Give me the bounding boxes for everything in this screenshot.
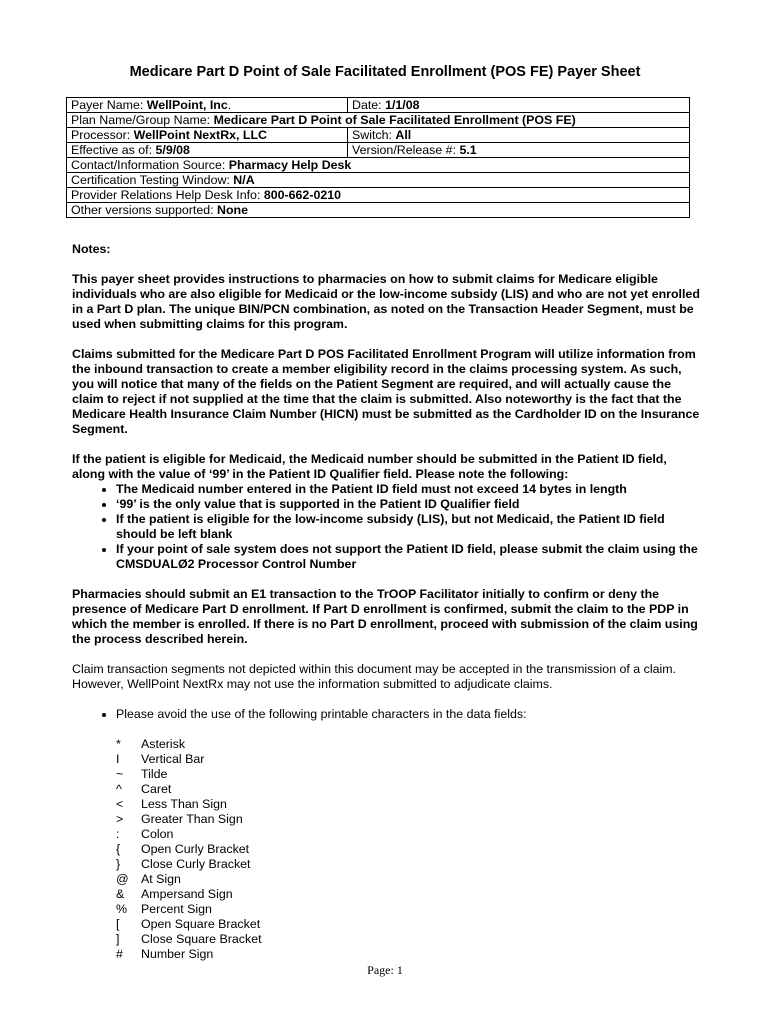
char-symbol: & bbox=[116, 887, 125, 901]
plan-label: Plan Name/Group Name: bbox=[71, 113, 214, 127]
helpdesk-label: Provider Relations Help Desk Info: bbox=[71, 188, 264, 202]
payer-name-value: WellPoint, Inc bbox=[146, 98, 228, 112]
date-value: 1/1/08 bbox=[385, 98, 420, 112]
char-symbol: ^ bbox=[116, 782, 122, 796]
char-name: Open Curly Bracket bbox=[141, 842, 250, 856]
payer-name-cell bbox=[67, 98, 348, 113]
list-item: • The Medicaid number entered in the Patient ID field must not exceed 14 bytes in length bbox=[116, 482, 702, 497]
document-title: Medicare Part D Point of Sale Facilitated Enrollment (POS FE) Payer Sheet bbox=[129, 64, 641, 80]
date-label: Date: bbox=[352, 98, 386, 112]
version-label: Version/Release #: bbox=[352, 143, 460, 157]
contact-cell bbox=[67, 158, 690, 173]
char-symbol: < bbox=[116, 797, 124, 811]
char-symbol: [ bbox=[116, 917, 120, 931]
char-name: Percent Sign bbox=[141, 902, 212, 916]
char-row bbox=[116, 857, 702, 872]
char-name: Open Square Bracket bbox=[141, 917, 261, 931]
char-name: Colon bbox=[141, 827, 174, 841]
char-symbol: : bbox=[116, 827, 120, 841]
char-row bbox=[116, 797, 702, 812]
cert-label: Certification Testing Window: bbox=[71, 173, 234, 187]
paragraph-e1-transaction: Pharmacies should submit an E1 transaction to the TrOOP Facilitator initially to confirm or deny the presence of Medicare Part D enrollment. If Part D enrollment is confirmed, submit the claim to the PDP in which the member is enrolled. If there is no Part D enrollment, proceed with submission of the claim using the process described herein. bbox=[72, 587, 698, 646]
page-number: Page: 1 bbox=[367, 963, 403, 977]
avoid-list bbox=[72, 707, 702, 722]
other-versions-label: Other versions supported: bbox=[71, 203, 218, 217]
table-row bbox=[67, 188, 690, 203]
char-name: Caret bbox=[141, 782, 172, 796]
char-symbol: @ bbox=[116, 872, 129, 886]
char-symbol: ] bbox=[116, 932, 120, 946]
char-row bbox=[116, 752, 702, 767]
date-cell bbox=[348, 98, 690, 113]
char-row bbox=[116, 917, 702, 932]
list-item: • If the patient is eligible for the low-income subsidy (LIS), but not Medicaid, the Patient ID field should be left blank bbox=[116, 512, 702, 542]
effective-value: 5/9/08 bbox=[155, 143, 190, 157]
char-name: Less Than Sign bbox=[141, 797, 227, 811]
effective-cell bbox=[67, 143, 348, 158]
payer-name-dot: . bbox=[227, 98, 232, 112]
table-row bbox=[67, 113, 690, 128]
payer-name-label: Payer Name: bbox=[71, 98, 147, 112]
plan-value: Medicare Part D Point of Sale Facilitated Enrollment (POS FE) bbox=[213, 113, 576, 127]
version-cell bbox=[348, 143, 690, 158]
char-symbol: ~ bbox=[116, 767, 124, 781]
char-row bbox=[116, 812, 702, 827]
helpdesk-cell bbox=[67, 188, 690, 203]
cert-value: N/A bbox=[233, 173, 255, 187]
processor-label: Processor: bbox=[71, 128, 134, 142]
char-name: Vertical Bar bbox=[141, 752, 205, 766]
processor-cell bbox=[67, 128, 348, 143]
char-row bbox=[116, 782, 702, 797]
payer-info-table bbox=[66, 97, 690, 218]
char-name: At Sign bbox=[141, 872, 181, 886]
document-body bbox=[72, 242, 702, 962]
char-name: Greater Than Sign bbox=[141, 812, 243, 826]
char-row bbox=[116, 842, 702, 857]
table-row bbox=[67, 173, 690, 188]
char-row bbox=[116, 872, 702, 887]
char-name: Number Sign bbox=[141, 947, 214, 961]
effective-label: Effective as of: bbox=[71, 143, 156, 157]
contact-value: Pharmacy Help Desk bbox=[228, 158, 352, 172]
char-row bbox=[116, 902, 702, 917]
char-symbol: { bbox=[116, 842, 121, 856]
char-name: Close Square Bracket bbox=[141, 932, 262, 946]
table-row bbox=[67, 203, 690, 218]
medicaid-notes-list bbox=[72, 482, 702, 572]
char-name: Close Curly Bracket bbox=[141, 857, 251, 871]
paragraph-claims: Claims submitted for the Medicare Part D POS Facilitated Enrollment Program will utilize information from the inbound transaction to create a member eligibility record in the claims processing system. As such, you will notice that many of the fields on the Patient Segment are required, and will actually cause the claim to reject if not supplied at the time that the claim is submitted. Also noteworthy is the fact that the Medicare Health Insurance Claim Number (HICN) must be submitted as the Cardholder ID on the Insurance Segment. bbox=[72, 347, 700, 436]
switch-cell bbox=[348, 128, 690, 143]
char-name: Asterisk bbox=[141, 737, 186, 751]
char-symbol: } bbox=[116, 857, 121, 871]
other-versions-value: None bbox=[217, 203, 248, 217]
table-row bbox=[67, 128, 690, 143]
char-row bbox=[116, 737, 702, 752]
char-name: Ampersand Sign bbox=[141, 887, 233, 901]
version-value: 5.1 bbox=[459, 143, 477, 157]
paragraph-medicaid: If the patient is eligible for Medicaid, the Medicaid number should be submitted in the Patient ID field, along with the value of ‘99’ in the Patient ID Qualifier field. Please note the following: bbox=[72, 452, 667, 481]
list-item: • ‘99’ is the only value that is supported in the Patient ID Qualifier field bbox=[116, 497, 702, 512]
char-row bbox=[116, 947, 702, 962]
contact-label: Contact/Information Source: bbox=[71, 158, 229, 172]
forbidden-characters-list bbox=[116, 737, 702, 962]
char-row bbox=[116, 767, 702, 782]
plan-cell bbox=[67, 113, 690, 128]
list-item: • If your point of sale system does not support the Patient ID field, please submit the claim using the CMSDUALØ2 Processor Control Number bbox=[116, 542, 702, 572]
other-versions-cell bbox=[67, 203, 690, 218]
char-symbol: * bbox=[116, 737, 121, 751]
switch-value: All bbox=[395, 128, 412, 142]
char-row bbox=[116, 827, 702, 842]
paragraph-segments: Claim transaction segments not depicted within this document may be accepted in the transmission of a claim. However, WellPoint NextRx may not use the information submitted to adjudicate claims. bbox=[72, 662, 676, 691]
list-item: • Please avoid the use of the following printable characters in the data fields: bbox=[116, 707, 702, 722]
table-row bbox=[67, 158, 690, 173]
helpdesk-value: 800-662-0210 bbox=[263, 188, 342, 202]
processor-value: WellPoint NextRx, LLC bbox=[133, 128, 267, 142]
switch-label: Switch: bbox=[352, 128, 396, 142]
cert-cell bbox=[67, 173, 690, 188]
char-row bbox=[116, 932, 702, 947]
char-row bbox=[116, 887, 702, 902]
paragraph-intro: This payer sheet provides instructions to pharmacies on how to submit claims for Medicare eligible individuals who are also eligible for Medicaid or the low-income subsidy (LIS) and who are not yet enrolled in a Part D plan. The unique BIN/PCN combination, as noted on the Transaction Header Segment, must be used when submitting claims for this program. bbox=[72, 272, 700, 331]
char-symbol: # bbox=[116, 947, 123, 961]
char-symbol: % bbox=[116, 902, 128, 916]
char-name: Tilde bbox=[141, 767, 168, 781]
char-symbol: > bbox=[116, 812, 124, 826]
table-row bbox=[67, 98, 690, 113]
table-row bbox=[67, 143, 690, 158]
char-symbol: I bbox=[116, 752, 120, 766]
notes-heading: Notes: bbox=[72, 242, 111, 256]
